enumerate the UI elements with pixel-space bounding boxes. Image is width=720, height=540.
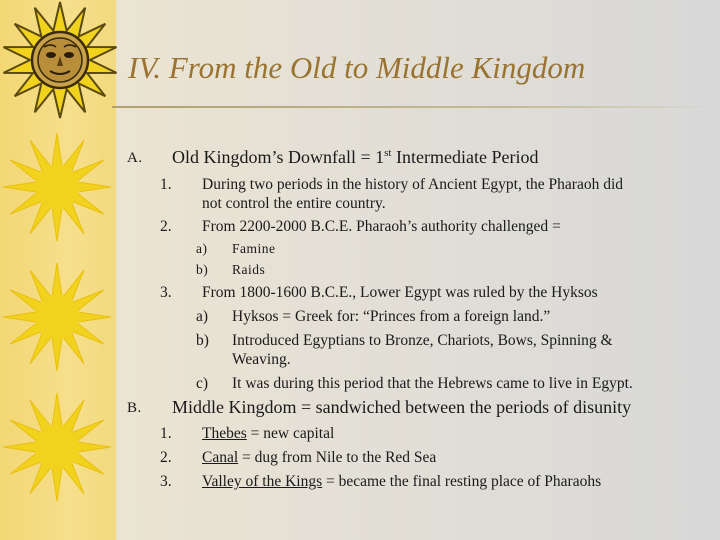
subitem-letter: b) — [196, 262, 209, 277]
subitem-letter: b) — [196, 332, 209, 349]
subitem-text: Famine — [232, 241, 276, 256]
subitem-letter: a) — [196, 241, 208, 256]
item-number: 2. — [160, 449, 172, 466]
list-item-text — [202, 448, 436, 467]
term-canal: Canal — [202, 449, 239, 466]
list-item-text: From 2200-2000 B.C.E. Pharaoh’s authority challenged = — [202, 218, 561, 235]
term-valley-of-the-kings: Valley of the Kings — [202, 473, 323, 490]
subitem-letter: c) — [196, 375, 209, 392]
section-a-marker: A. — [127, 150, 143, 166]
sun-face-icon — [0, 0, 120, 120]
subitem-text: Introduced Egyptians to Bronze, Chariots, Bows, Spinning & — [232, 332, 613, 349]
list-item-text: During two periods in the history of Ancient Egypt, the Pharaoh did — [202, 176, 624, 193]
term-definition: = new capital — [246, 425, 335, 442]
section-a-heading-rest: Intermediate Period — [391, 147, 539, 167]
section-b-marker: B. — [127, 400, 142, 416]
section-a-heading-text: Old Kingdom’s Downfall = 1 — [172, 147, 385, 167]
title-divider — [112, 106, 720, 108]
subitem-text: It was during this period that the Hebrews came to live in Egypt. — [232, 375, 633, 392]
item-number: 1. — [160, 425, 172, 442]
item-number: 2. — [160, 218, 172, 235]
section-b-heading: Middle Kingdom = sandwiched between the periods of disunity — [172, 397, 632, 417]
section-a-heading-sup: st — [384, 147, 392, 159]
item-number: 3. — [160, 473, 172, 490]
list-item-text — [202, 472, 601, 491]
term-definition: = became the final resting place of Pharaohs — [322, 473, 602, 490]
term-definition: = dug from Nile to the Red Sea — [238, 449, 437, 466]
list-item-text: not control the entire country. — [202, 195, 386, 212]
subitem-text: Raids — [232, 262, 266, 277]
sun-icon — [2, 132, 112, 242]
term-thebes: Thebes — [202, 425, 247, 442]
list-item-text — [202, 424, 334, 443]
sun-icon — [2, 262, 112, 372]
section-a-heading — [172, 147, 538, 168]
item-number: 3. — [160, 284, 172, 301]
subitem-text: Weaving. — [232, 351, 291, 368]
subitem-text: Hyksos = Greek for: “Princes from a foreign land.” — [232, 308, 551, 325]
item-number: 1. — [160, 176, 172, 193]
subitem-letter: a) — [196, 308, 209, 325]
sun-icon — [2, 392, 112, 502]
slide-title: IV. From the Old to Middle Kingdom — [128, 50, 586, 85]
list-item-text: From 1800-1600 B.C.E., Lower Egypt was ruled by the Hyksos — [202, 284, 598, 301]
